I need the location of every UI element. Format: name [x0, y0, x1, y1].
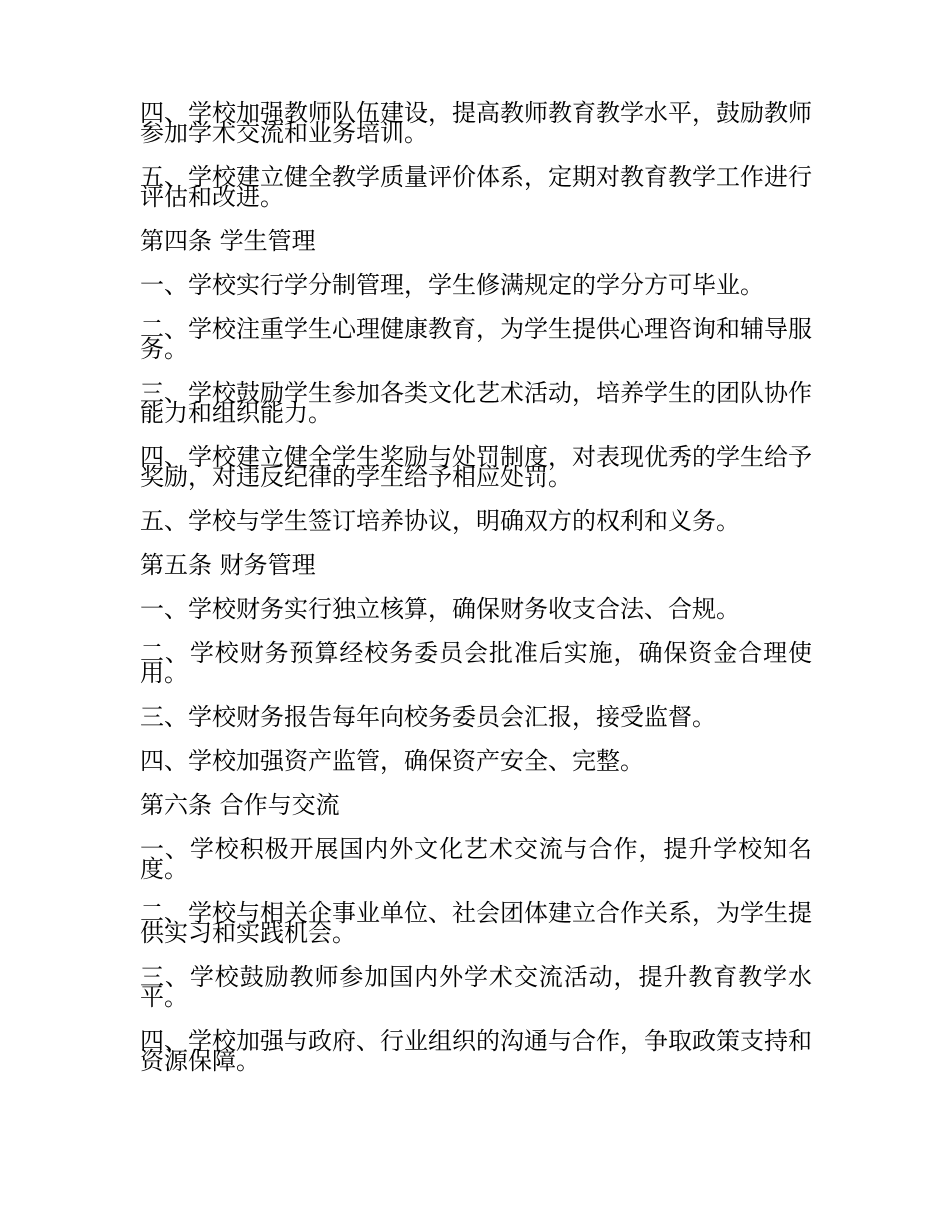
clause-item: 三、学校财务报告每年向校务委员会汇报，接受监督。 — [140, 703, 716, 731]
clause-item: 一、学校积极开展国内外文化艺术交流与合作，提升学校知名度。 — [140, 835, 812, 883]
clause-item: 二、学校注重学生心理健康教育，为学生提供心理咨询和辅导服务。 — [140, 315, 812, 363]
clause-item: 三、学校鼓励教师参加国内外学术交流活动，提升教育教学水平。 — [140, 963, 812, 1011]
clause-item: 五、学校与学生签订培养协议，明确双方的权利和义务。 — [140, 507, 740, 535]
article-heading: 第六条 合作与交流 — [140, 791, 340, 819]
clause-item: 五、学校建立健全教学质量评价体系，定期对教育教学工作进行评估和改进。 — [140, 163, 812, 211]
clause-item: 四、学校加强资产监管，确保资产安全、完整。 — [140, 747, 644, 775]
clause-item: 一、学校财务实行独立核算，确保财务收支合法、合规。 — [140, 595, 740, 623]
article-heading: 第四条 学生管理 — [140, 227, 316, 255]
clause-item: 一、学校实行学分制管理，学生修满规定的学分方可毕业。 — [140, 271, 764, 299]
clause-item: 四、学校建立健全学生奖励与处罚制度，对表现优秀的学生给予奖励，对违反纪律的学生给予相应处罚。 — [140, 443, 812, 491]
document-body — [140, 99, 812, 1095]
clause-item: 三、学校鼓励学生参加各类文化艺术活动，培养学生的团队协作能力和组织能力。 — [140, 379, 812, 427]
clause-item: 四、学校加强与政府、行业组织的沟通与合作，争取政策支持和资源保障。 — [140, 1027, 812, 1075]
clause-item: 四、学校加强教师队伍建设，提高教师教育教学水平，鼓励教师参加学术交流和业务培训。 — [140, 99, 812, 147]
clause-item: 二、学校财务预算经校务委员会批准后实施，确保资金合理使用。 — [140, 639, 812, 687]
article-heading: 第五条 财务管理 — [140, 551, 316, 579]
clause-item: 二、学校与相关企事业单位、社会团体建立合作关系，为学生提供实习和实践机会。 — [140, 899, 812, 947]
